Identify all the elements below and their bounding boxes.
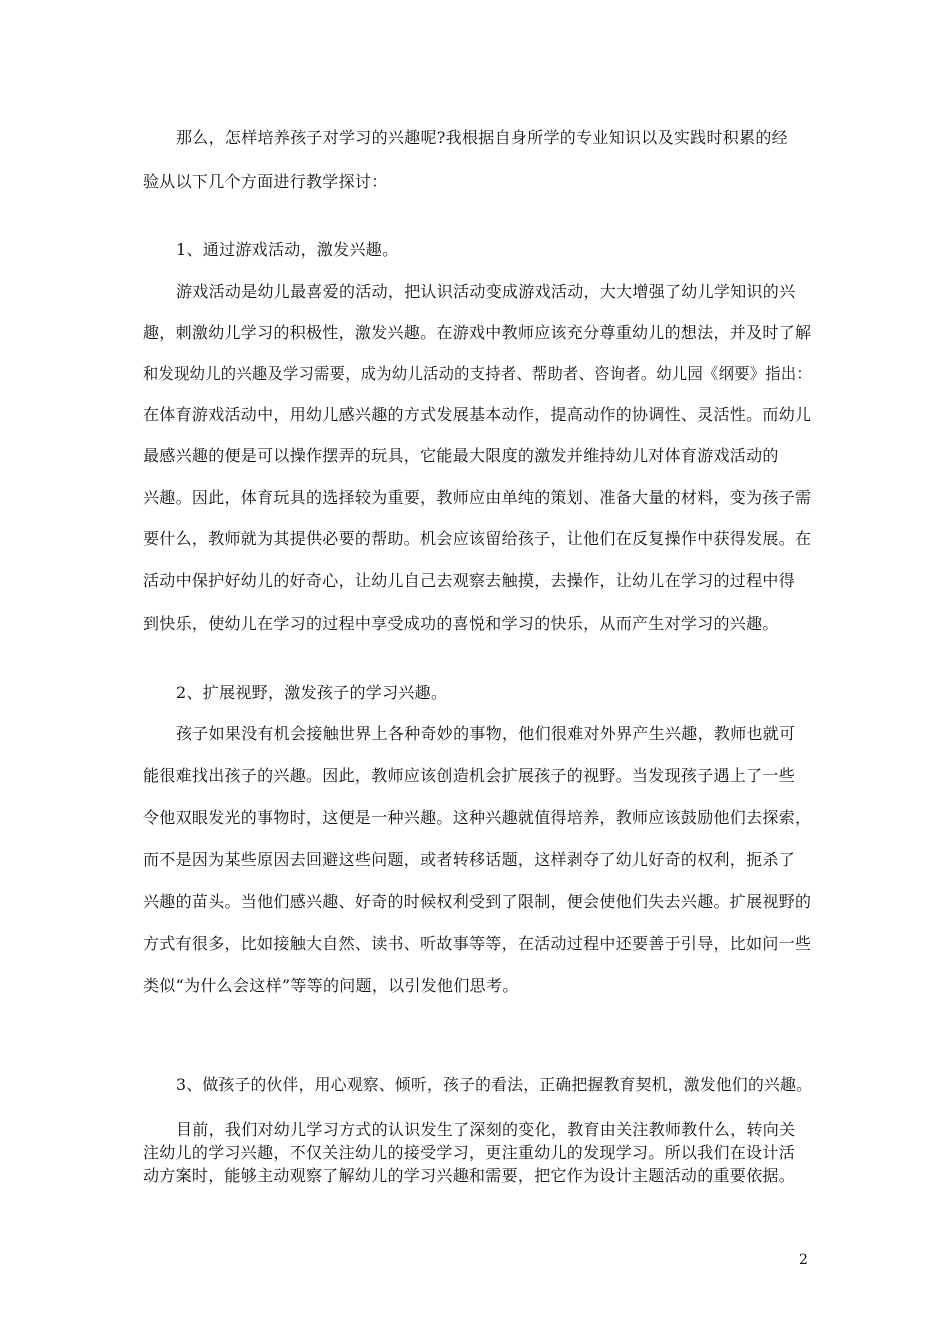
paragraph-line: 活动中保护好幼儿的好奇心，让幼儿自己去观察去触摸，去操作，让幼儿在学习的过程中得 — [143, 571, 796, 590]
paragraph-line: 孩子如果没有机会接触世界上各种奇妙的事物，他们很难对外界产生兴趣，教师也就可 — [176, 724, 796, 743]
section-heading: 2、扩展视野，激发孩子的学习兴趣。 — [176, 683, 448, 702]
paragraph-line: 注幼儿的学习兴趣，不仅关注幼儿的接受学习，更注重幼儿的发现学习。所以我们在设计活 — [143, 1143, 796, 1162]
paragraph-line: 目前，我们对幼儿学习方式的认识发生了深刻的变化，教育由关注教师教什么，转向关 — [176, 1120, 796, 1139]
paragraph-line: 兴趣。因此，体育玩具的选择较为重要，教师应由单纯的策划、准备大量的材料，变为孩子需 — [143, 488, 812, 507]
paragraph-line: 令他双眼发光的事物时，这便是一种兴趣。这种兴趣就值得培养，教师应该鼓励他们去探索， — [143, 808, 812, 827]
paragraph-line: 类似“为什么会这样”等等的问题，以引发他们思考。 — [143, 976, 519, 995]
paragraph-line: 而不是因为某些原因去回避这些问题，或者转移话题，这样剥夺了幼儿好奇的权利，扼杀了 — [143, 850, 796, 869]
intro-line: 验从以下几个方面进行教学探讨： — [143, 172, 388, 191]
paragraph-line: 方式有很多，比如接触大自然、读书、听故事等等，在活动过程中还要善于引导，比如问一些 — [143, 934, 812, 953]
paragraph-line: 要什么，教师就为其提供必要的帮助。机会应该留给孩子，让他们在反复操作中获得发展。在 — [143, 529, 812, 548]
section-heading: 1、通过游戏活动，激发兴趣。 — [176, 240, 399, 259]
paragraph-line: 到快乐，使幼儿在学习的过程中享受成功的喜悦和学习的快乐，从而产生对学习的兴趣。 — [143, 614, 779, 633]
page-number: 2 — [799, 1252, 808, 1268]
paragraph-line: 趣，刺激幼儿学习的积极性，激发兴趣。在游戏中教师应该充分尊重幼儿的想法，并及时了解 — [143, 323, 812, 342]
paragraph-line: 在体育游戏活动中，用幼儿感兴趣的方式发展基本动作，提高动作的协调性、灵活性。而幼儿 — [143, 405, 812, 424]
paragraph-line: 兴趣的苗头。当他们感兴趣、好奇的时候权利受到了限制，便会使他们失去兴趣。扩展视野的 — [143, 892, 812, 911]
paragraph-line: 能很难找出孩子的兴趣。因此，教师应该创造机会扩展孩子的视野。当发现孩子遇上了一些 — [143, 766, 796, 785]
section-heading: 3、做孩子的伙伴，用心观察、倾听，孩子的看法，正确把握教育契机，激发他们的兴趣。 — [176, 1075, 813, 1094]
intro-line: 那么，怎样培养孩子对学习的兴趣呢?我根据自身所学的专业知识以及实践时积累的经 — [176, 128, 788, 147]
paragraph-line: 动方案时，能够主动观察了解幼儿的学习兴趣和需要，把它作为设计主题活动的重要依据。 — [143, 1166, 796, 1185]
paragraph-line: 最感兴趣的便是可以操作摆弄的玩具，它能最大限度的激发并维持幼儿对体育游戏活动的 — [143, 446, 779, 465]
paragraph-line: 游戏活动是幼儿最喜爱的活动，把认识活动变成游戏活动，大大增强了幼儿学知识的兴 — [176, 282, 796, 301]
paragraph-line: 和发现幼儿的兴趣及学习需要，成为幼儿活动的支持者、帮助者、咨询者。幼儿园《纲要》指出： — [143, 364, 812, 383]
